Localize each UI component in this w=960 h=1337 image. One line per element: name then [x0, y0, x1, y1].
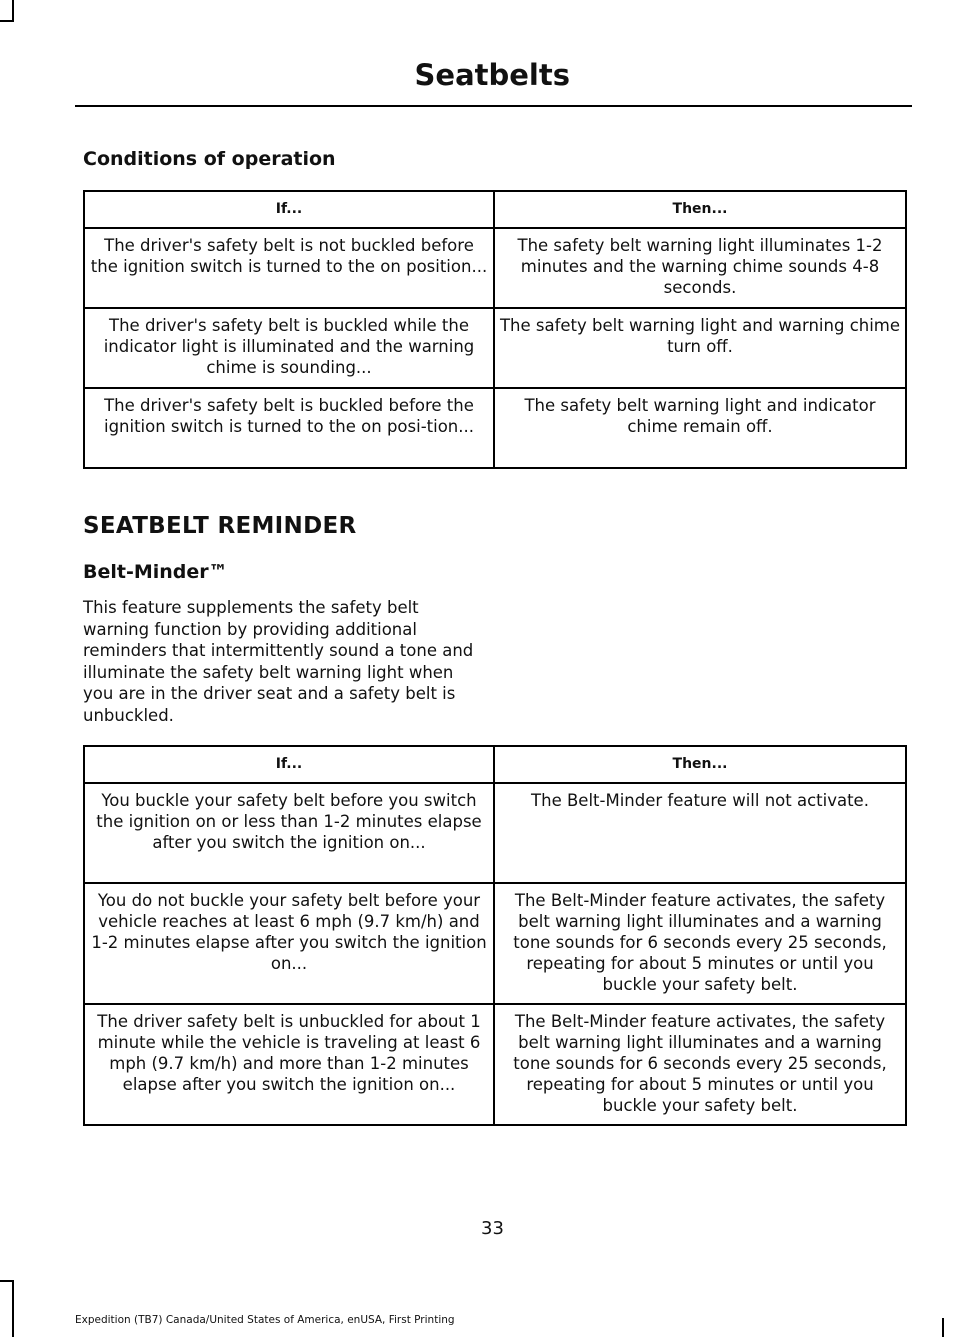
table-row [84, 883, 906, 1004]
table-cell-then: The safety belt warning light illuminates 1-2 minutes and the warning chime sounds 4-8 seconds. [494, 228, 906, 308]
table-cell-then: The Belt-Minder feature activates, the safety belt warning light illuminates and a warning tone sounds for 6 seconds every 25 seconds, repeating for about 5 minutes or until you buckle your safety belt. [494, 1004, 906, 1125]
table-cell-if: You buckle your safety belt before you switch the ignition on or less than 1-2 minutes elapse after you switch the ignition on... [84, 783, 494, 883]
conditions-title: Conditions of operation [83, 148, 336, 170]
crop-mark [942, 1318, 944, 1337]
column-header-if: If... [84, 191, 494, 228]
table-cell-then: The safety belt warning light and indicator chime remain off. [494, 388, 906, 468]
table-cell-then: The safety belt warning light and warning chime turn off. [494, 308, 906, 388]
table-row [84, 308, 906, 388]
table-cell-if: The driver's safety belt is not buckled before the ignition switch is turned to the on position... [84, 228, 494, 308]
crop-mark [12, 1280, 14, 1337]
table-row [84, 388, 906, 468]
column-header-if: If... [84, 746, 494, 783]
table-header-row [84, 191, 906, 228]
page-number: 33 [481, 1218, 504, 1239]
page-title: Seatbelts [414, 58, 570, 92]
belt-minder-table [83, 745, 907, 1126]
table-cell-if: The driver's safety belt is buckled while the indicator light is illuminated and the warning chime is sounding... [84, 308, 494, 388]
reminder-heading: SEATBELT REMINDER [83, 513, 357, 539]
crop-mark [12, 0, 14, 20]
table-header-row [84, 746, 906, 783]
table-cell-if: The driver safety belt is unbuckled for about 1 minute while the vehicle is traveling at least 6 mph (9.7 km/h) and more than 1-2 minutes elapse after you switch the ignition on... [84, 1004, 494, 1125]
belt-minder-subheading: Belt-Minder™ [83, 561, 228, 583]
crop-mark [0, 1280, 14, 1282]
crop-mark [0, 20, 14, 22]
table-cell-then: The Belt-Minder feature will not activate. [494, 783, 906, 883]
column-header-then: Then... [494, 746, 906, 783]
table-cell-then: The Belt-Minder feature activates, the safety belt warning light illuminates and a warning tone sounds for 6 seconds every 25 seconds, repeating for about 5 minutes or until you buckle your safety belt. [494, 883, 906, 1004]
table-cell-if: The driver's safety belt is buckled before the ignition switch is turned to the on posi-tion... [84, 388, 494, 468]
table-row [84, 228, 906, 308]
belt-minder-intro: This feature supplements the safety belt warning function by providing additional reminders that intermittently sound a tone and illuminate the safety belt warning light when you are in the driver seat and a safety belt is unbuckled. [83, 598, 474, 725]
column-header-then: Then... [494, 191, 906, 228]
table-row [84, 1004, 906, 1125]
table-cell-if: You do not buckle your safety belt before your vehicle reaches at least 6 mph (9.7 km/h) and 1-2 minutes elapse after you switch the ignition on... [84, 883, 494, 1004]
table-row [84, 783, 906, 883]
conditions-table [83, 190, 907, 469]
footer-text: Expedition (TB7) Canada/United States of America, enUSA, First Printing [75, 1314, 455, 1326]
header-divider [75, 105, 912, 107]
